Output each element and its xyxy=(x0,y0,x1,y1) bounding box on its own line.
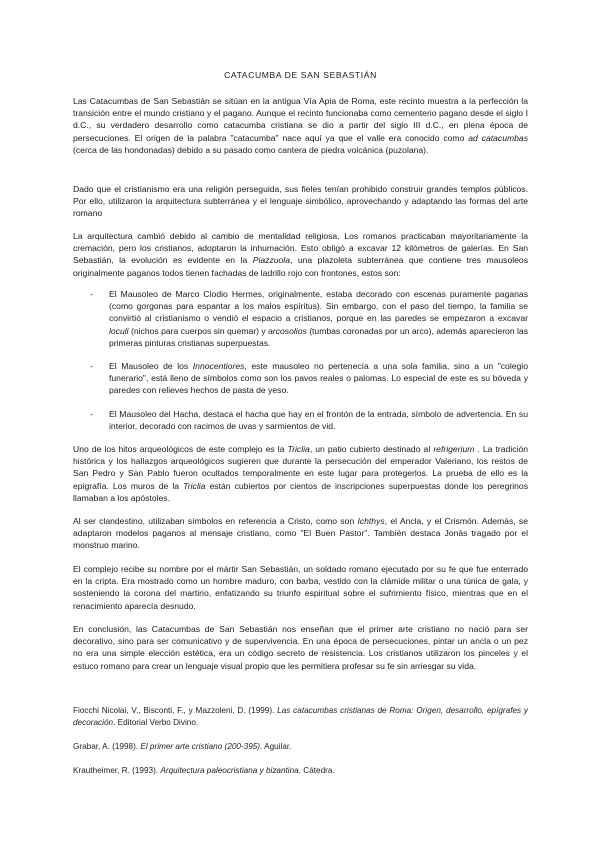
paragraph-symbols xyxy=(73,515,528,552)
text-run: . La tradición histórica y los hallazgos arqueológicos sugieren que durante la persecución del emperador Valeriano, los restos de San Pedro y San Pablo fueron ocultados temporalmente en este lugar para protegerlos. La prueba de ello es la epigrafía. Los muros de la xyxy=(73,444,529,491)
list-item-text xyxy=(109,409,528,431)
document-title: CATACUMBA DE SAN SEBASTIÁN xyxy=(224,70,377,80)
bullet-marker: - xyxy=(90,408,93,419)
paragraph-persecution xyxy=(73,183,528,220)
text-run: , este mausoleo no pertenecía a una sola familia, sino a un "colegio funerario", está lleno de símbolos como son los pavos reales o palomas. Lo especial de este es su bóveda y paredes con relieves hechos de pasta de yeso. xyxy=(109,361,528,396)
text-run: . Editorial Verbo Divino. xyxy=(113,718,199,728)
text-run: El complejo recibe su nombre por el mártir San Sebastián, un soldado romano ejecutado por su fe que fue enterrado en la cripta. Era mostrado como un hombre maduro, con barba, vestido con la clámide militar o una túnica de gala, y sosteniendo la corona del martirio, enfatizando su triunfo espiritual sobre el sufrimiento físico, mientras que en el renacimiento aparecía desnudo. xyxy=(73,564,528,611)
text-run: El Mausoleo del Hacha, destaca el hacha que hay en el frontón de la entrada, símbolo de advertencia. En su interior, decorado con racimos de uvas y sarmientos de vid. xyxy=(109,408,528,431)
list-item-mausoleo-hacha xyxy=(73,408,528,432)
italic-text-run: ad catacumbas xyxy=(468,132,529,143)
text-run: Krautheimer, R. (1993). xyxy=(73,766,161,775)
reference-grabar xyxy=(73,741,528,753)
paragraph-triclia xyxy=(73,443,528,504)
text-run: En conclusión, las Catacumbas de San Sebastián nos enseñan que el primer arte cristiano no nació para ser decorativo, sino para ser comunicativo y de supervivencia. En una época de persecuciones, pintar un ancla o un pez no era una simple elección estética, era un código secreto de resistencia. Los cristianos utilizaron los pinceles y el estuco romano para crear un lenguaje visual propio que les permitiera profesar su fe sin arriesgar su vida. xyxy=(73,624,528,671)
italic-text-run: Ichthys xyxy=(357,516,385,526)
text-run: , un patio cubierto destinado al xyxy=(309,444,434,454)
italic-text-run: Innocentiores xyxy=(192,361,245,372)
text-run: están cubiertos por cientos de inscripciones superpuestas donde los peregrinos llamaban a los apóstoles. xyxy=(73,480,528,503)
paragraph-architecture xyxy=(73,230,528,279)
mausoleum-list xyxy=(73,288,528,432)
italic-text-run: Triclia xyxy=(287,444,310,454)
list-item-text xyxy=(109,361,528,395)
text-run: Al ser clandestino, utilizaban símbolos en referencia a Cristo, como son xyxy=(73,516,358,526)
paragraph-intro xyxy=(73,95,528,156)
text-run: , el Ancla, y el Crismón. Además, se adaptaron modelos paganos al mensaje cristiano, como "El Buen Pastor". También destaca Jonás tragado por el monstruo marino. xyxy=(73,516,528,551)
text-run: Fiocchi Nicolai, V., Bisconti, F., y Mazzoleni, D. (1999). xyxy=(73,706,278,715)
text-run: Grabar, A. (1998). xyxy=(73,742,141,751)
italic-text-run: Triclia xyxy=(183,480,206,491)
text-run: El Mausoleo de los xyxy=(109,361,193,372)
text-run: Las Catacumbas de San Sebastián se sitúan en la antigua Vía Apia de Roma, este recinto muestra a la perfección la transición entre el mundo cristiano y el pagano. Aunque el recinto funcionaba como cementerio pagano desde el siglo I d.C., su verdadero desarrollo como catacumba cristiana se dio a partir del siglo III d.C., en plena época de persecuciones. El origen de la palabra "catacumba" nace aquí ya que el valle era conocido como xyxy=(73,96,528,143)
bullet-marker: - xyxy=(90,361,93,372)
text-run: (tumbas coronadas por un arco), además aparecieron las primeras pinturas cristianas superpuestas. xyxy=(109,325,528,348)
text-run: El Mausoleo de Marco Clodio Hermes, originalmente, estaba decorado con escenas puramente paganas (como gorgonas para espantar a los malos espíritus). Sin embargo, con el paso del tiempo, la familia se convirtió al cristianismo o vendió el espacio a cristianos, porque en las paredes se empezaron a excavar xyxy=(109,289,528,324)
italic-text-run: arcosolios xyxy=(268,325,307,336)
italic-text-run: Las catacumbas cristianas de Roma: Origen, desarrollo, epígrafes y decoración xyxy=(73,706,529,728)
list-item-mausoleo-clodio xyxy=(73,288,528,349)
text-run: Dado que el cristianismo era una religión perseguida, sus fieles tenían prohibido construir grandes templos públicos. Por ello, utilizaron la arquitectura subterránea y el lenguaje simbólico, aprovechando y adaptando las formas del arte romano xyxy=(73,184,528,219)
text-run: (cerca de las hondonadas) debido a su pasado como cantera de piedra volcánica (puzolana). xyxy=(73,144,429,155)
text-run: , una plazoleta subterránea que contiene tres mausoleos originalmente paganos todos tienen fachadas de ladrillo rojo con frontones, estos son: xyxy=(73,255,529,278)
italic-text-run: loculi xyxy=(109,325,129,336)
bullet-marker: - xyxy=(90,289,93,299)
text-run: La arquitectura cambió debido al cambio de mentalidad religiosa. Los romanos practicaban mayoritariamente la cremación, pero los cristianos, adoptaron la inhumación. Esto obligó a excavar 12 kilómetros de galerías. En San Sebastián, la evolución es evidente en la xyxy=(73,231,528,266)
reference-fiocchi xyxy=(73,705,528,729)
italic-text-run: Piazzuola xyxy=(252,255,290,266)
list-item-mausoleo-innocentiores xyxy=(73,360,528,397)
italic-text-run: refrigerium xyxy=(433,444,475,454)
text-run: Uno de los hitos arqueológicos de este complejo es la xyxy=(73,444,288,454)
text-run: . Cátedra. xyxy=(298,766,335,775)
paragraph-martyr xyxy=(73,563,528,612)
text-run: . Aguilar. xyxy=(260,742,292,751)
italic-text-run: Arquitectura paleocristiana y bizantina xyxy=(160,766,299,775)
text-run: (nichos para cuerpos sin quemar) y xyxy=(128,325,269,336)
italic-text-run: El primer arte cristiano (200-395) xyxy=(140,742,261,751)
list-item-text xyxy=(109,289,528,348)
reference-krautheimer xyxy=(73,765,528,777)
paragraph-conclusion xyxy=(73,623,528,672)
